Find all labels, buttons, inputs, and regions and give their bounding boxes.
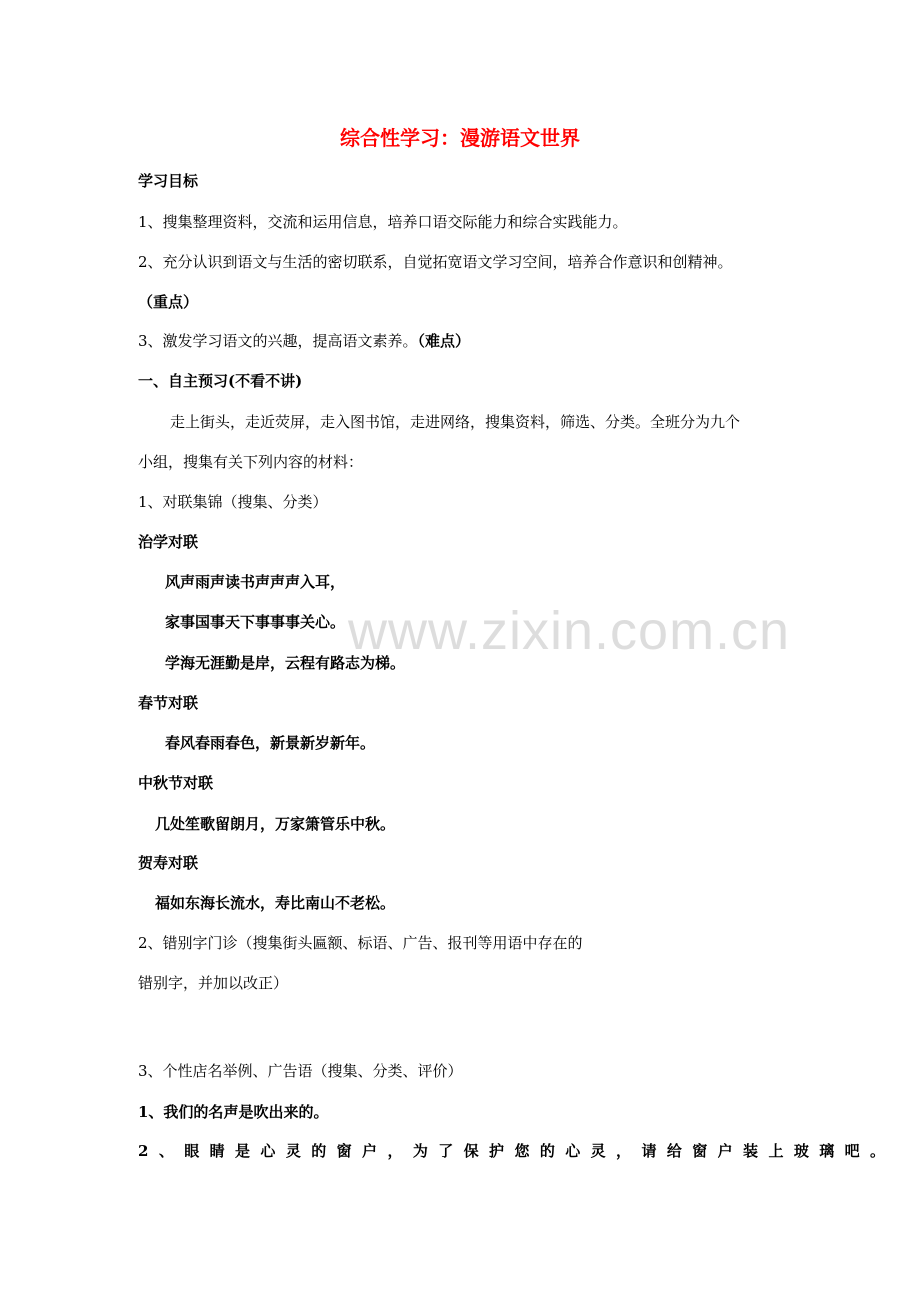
objectives-heading: 学习目标 bbox=[138, 172, 199, 190]
ad-example-2: 2、眼睛是心灵的窗户，为了保护您的心灵，请给窗户装上玻璃吧。 bbox=[138, 1142, 896, 1160]
task-3: 3、个性店名举例、广告语（搜集、分类、评价） bbox=[138, 1062, 463, 1080]
couplet-midautumn-heading: 中秋节对联 bbox=[138, 774, 214, 792]
task-1: 1、对联集锦（搜集、分类） bbox=[138, 493, 328, 511]
task-2-line-2: 错别字，并加以改正） bbox=[138, 974, 289, 992]
objective-2: 2、充分认识到语文与生活的密切联系，自觉拓宽语文学习空间，培养合作意识和创精神。 bbox=[138, 253, 733, 271]
objective-1: 1、搜集整理资料，交流和运用信息，培养口语交际能力和综合实践能力。 bbox=[138, 213, 628, 231]
task-2-line-1: 2、错别字门诊（搜集街头匾额、标语、广告、报刊等用语中存在的 bbox=[138, 934, 583, 952]
section-1-heading: 一、自主预习(不看不讲) bbox=[138, 372, 303, 390]
couplet-study-1: 风声雨声读书声声声入耳， bbox=[165, 573, 346, 591]
intro-line-1: 走上街头，走近荧屏，走入图书馆，走进网络，搜集资料，筛选、分类。全班分为九个 bbox=[170, 413, 741, 431]
ad-example-1: 1、我们的名声是吹出来的。 bbox=[138, 1103, 329, 1121]
couplet-study-2: 家事国事天下事事事关心。 bbox=[165, 613, 346, 631]
document-title: 综合性学习：漫游语文世界 bbox=[340, 126, 580, 150]
objective-3 bbox=[138, 331, 470, 351]
objective-2-tag: （重点） bbox=[138, 293, 199, 311]
couplet-midautumn-1: 几处笙歌留朗月，万家箫管乐中秋。 bbox=[155, 815, 396, 833]
couplet-spring-heading: 春节对联 bbox=[138, 694, 199, 712]
intro-line-2: 小组，搜集有关下列内容的材料： bbox=[138, 453, 364, 471]
couplet-spring-1: 春风春雨春色，新景新岁新年。 bbox=[165, 734, 376, 752]
couplet-birthday-1: 福如东海长流水，寿比南山不老松。 bbox=[155, 894, 396, 912]
couplet-birthday-heading: 贺寿对联 bbox=[138, 854, 199, 872]
couplet-study-heading: 治学对联 bbox=[138, 533, 199, 551]
watermark-logo: www.zixin.com.cn bbox=[348, 601, 791, 661]
objective-3-text: 3、激发学习语文的兴趣，提高语文素养。 bbox=[138, 332, 418, 350]
couplet-study-3: 学海无涯勤是岸，云程有路志为梯。 bbox=[165, 654, 406, 672]
objective-3-tag: （难点） bbox=[417, 332, 471, 350]
